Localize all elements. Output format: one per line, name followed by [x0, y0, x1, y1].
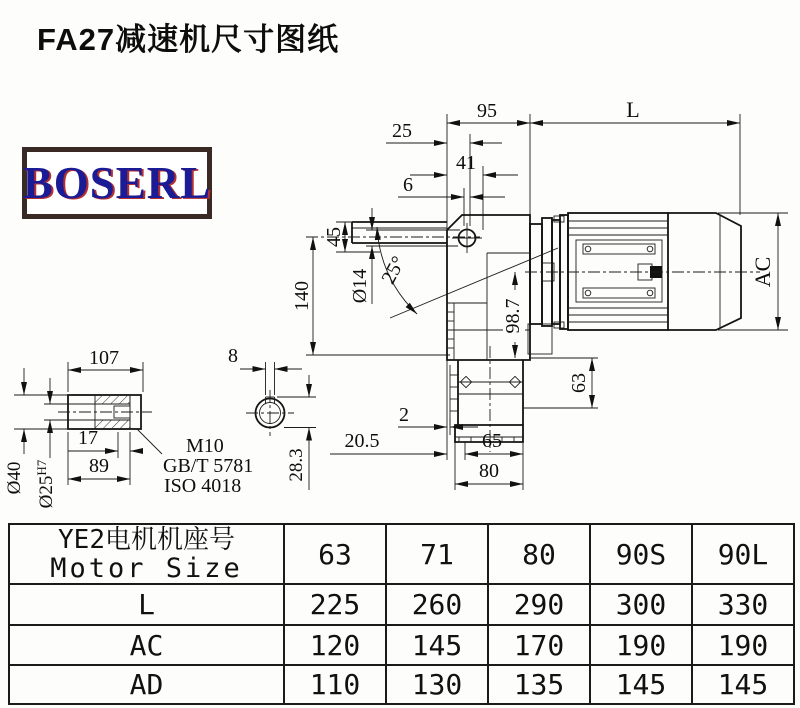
dim-label-80: 80 — [479, 460, 499, 482]
table-row-AD — [9, 665, 794, 704]
dim-label-41: 41 — [456, 152, 476, 174]
table-header-row — [9, 524, 794, 584]
dim-label-65: 65 — [482, 430, 502, 452]
col-header-80: 80 — [488, 524, 590, 584]
cell-AC-71: 145 — [386, 625, 488, 665]
dim-label-8: 8 — [228, 345, 238, 367]
technical-drawing — [0, 90, 800, 528]
dim-label-dia14: Ø14 — [349, 268, 371, 304]
dim-label-6: 6 — [403, 174, 413, 196]
dim-label-89: 89 — [89, 455, 109, 477]
cell-L-90L: 330 — [692, 584, 794, 625]
row-label-AC: AC — [9, 625, 284, 665]
top-dimensions — [386, 97, 740, 460]
bottom-dimensions — [330, 404, 523, 490]
cell-AD-90L: 145 — [692, 665, 794, 704]
header-motor-size-en: Motor Size — [50, 553, 243, 584]
dim-label-20-5: 20.5 — [344, 430, 380, 452]
dim-label-2: 2 — [399, 404, 409, 426]
dim-label-45: 45 — [323, 227, 345, 247]
dim-label-28-3: 28.3 — [286, 448, 307, 482]
cell-AD-63: 110 — [284, 665, 386, 704]
dim-label-dia40: Ø40 — [4, 461, 25, 495]
row-label-AD: AD — [9, 665, 284, 704]
motor-size-table — [8, 523, 795, 705]
cell-AC-90S: 190 — [590, 625, 692, 665]
h7-tolerance: H7 — [34, 459, 49, 476]
dim-label-dia25h7 — [34, 459, 57, 508]
col-header-90L: 90L — [692, 524, 794, 584]
dim-label-98-7: 98.7 — [502, 298, 524, 334]
dim-label-25deg: 25° — [377, 252, 410, 288]
row-label-L: L — [9, 584, 284, 625]
col-header-90S: 90S — [590, 524, 692, 584]
dim-label-17: 17 — [78, 427, 98, 449]
table-row-AC — [9, 625, 794, 665]
cell-AD-80: 135 — [488, 665, 590, 704]
cell-AC-63: 120 — [284, 625, 386, 665]
dim-label-140: 140 — [291, 281, 313, 311]
dim-label-107: 107 — [89, 347, 119, 369]
boserl-logo-text: BOSERL — [22, 157, 212, 208]
cell-AC-90L: 190 — [692, 625, 794, 665]
cell-L-71: 260 — [386, 584, 488, 625]
right-dimensions — [502, 213, 788, 408]
bolt-spec-iso4018: ISO 4018 — [164, 475, 242, 497]
cell-L-80: 290 — [488, 584, 590, 625]
header-motor-size-zh: YE2电机机座号 — [58, 525, 235, 555]
bolt-spec-gbt5781: GB/T 5781 — [163, 455, 254, 477]
dia25-value: Ø25 — [36, 475, 57, 509]
header-motor-size — [9, 524, 284, 584]
dim-label-AC: AC — [750, 256, 775, 288]
dim-label-63: 63 — [568, 373, 590, 393]
cell-L-90S: 300 — [590, 584, 692, 625]
col-header-71: 71 — [386, 524, 488, 584]
dim-label-L: L — [626, 97, 640, 122]
dim-label-95: 95 — [477, 100, 497, 122]
table-row-L — [9, 584, 794, 625]
bolt-spec-m10: M10 — [186, 435, 224, 457]
dim-label-25: 25 — [392, 120, 412, 142]
page-title: FA27减速机尺寸图纸 — [37, 22, 340, 57]
cell-AD-90S: 145 — [590, 665, 692, 704]
motor-body — [525, 213, 760, 330]
cell-AD-71: 130 — [386, 665, 488, 704]
hollow-shaft-detail — [4, 347, 253, 508]
cell-AC-80: 170 — [488, 625, 590, 665]
col-header-63: 63 — [284, 524, 386, 584]
cell-L-63: 225 — [284, 584, 386, 625]
